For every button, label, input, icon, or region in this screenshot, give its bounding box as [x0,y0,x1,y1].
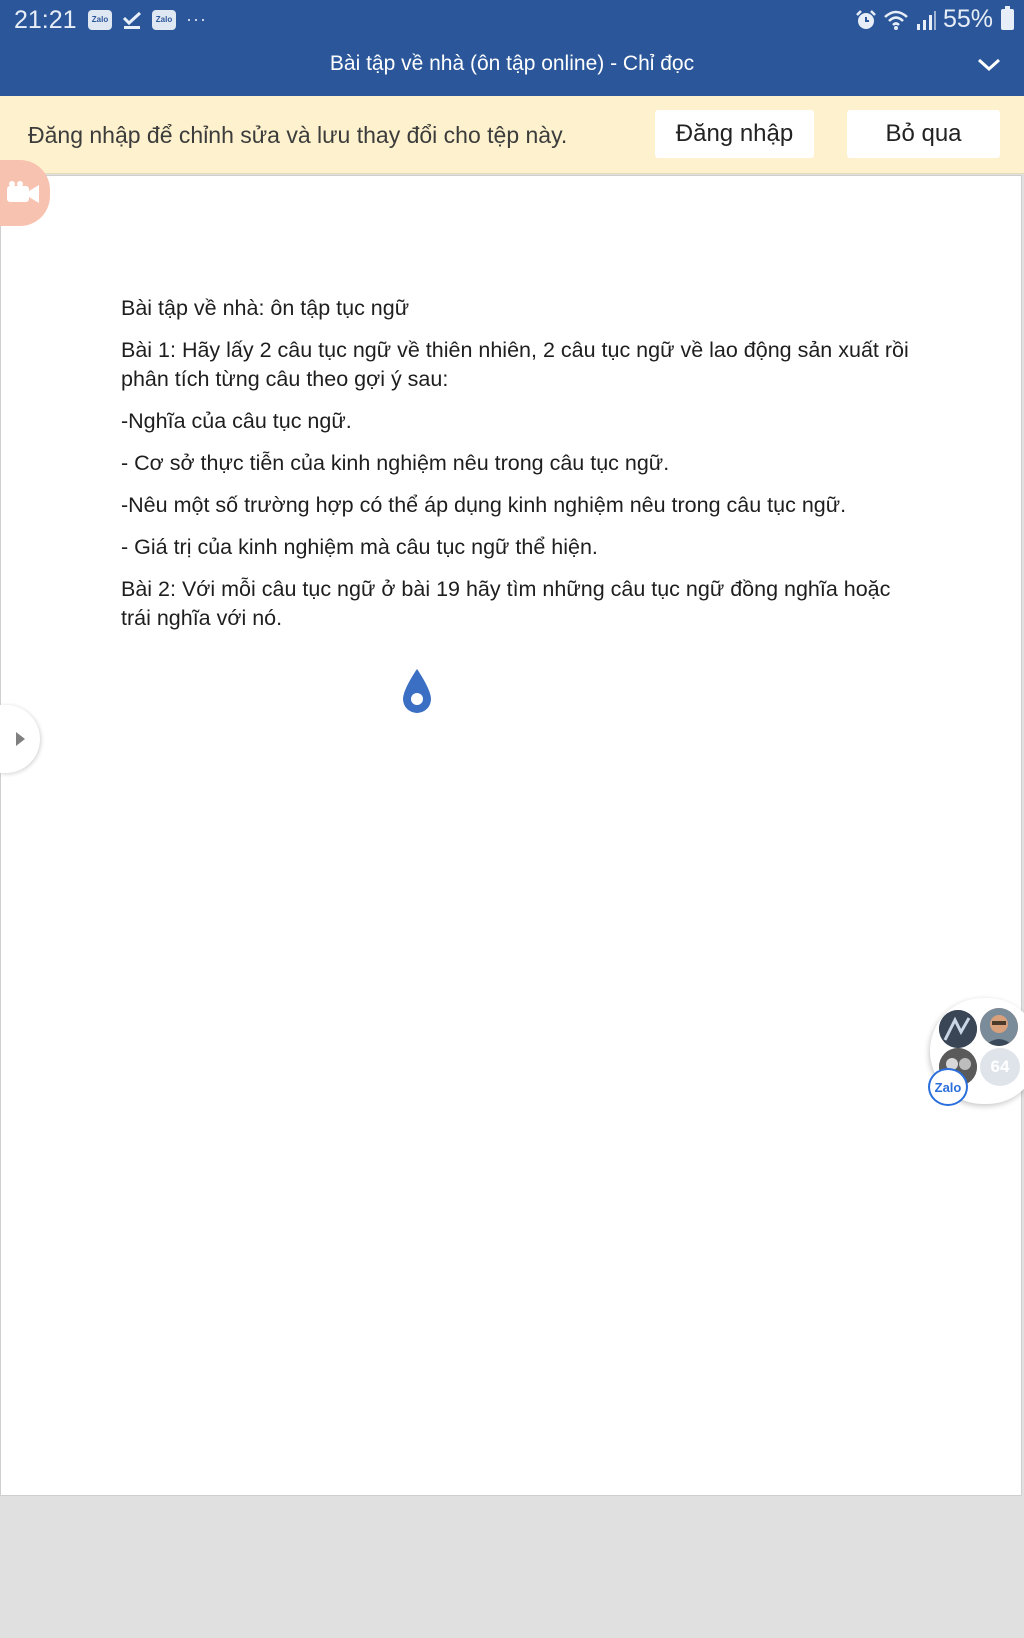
wifi-icon [883,9,909,31]
document-body [121,294,911,646]
status-bar [0,0,1024,42]
chevron-down-icon[interactable] [976,54,1002,76]
zalo-notification-icon: Zalo [88,10,112,30]
skip-button[interactable]: Bỏ qua [847,110,1000,158]
cursor-handle-icon[interactable] [400,667,434,717]
battery-icon [1001,9,1014,30]
system-status [855,5,1014,34]
document-title: Bài tập về nhà (ôn tập online) - Chỉ đọc [329,52,695,75]
unread-count-badge: 64 [980,1048,1020,1086]
document-page[interactable] [0,175,1022,1496]
doc-paragraph: Bài 1: Hãy lấy 2 câu tục ngữ về thiên nhiên, 2 câu tục ngữ về lao động sản xuất rồi phân tích từng câu theo gợi ý sau: [121,338,909,391]
banner-message: Đăng nhập để chỉnh sửa và lưu thay đổi cho tệp này. [28,122,568,148]
app-header [0,0,1024,96]
doc-paragraph: - Giá trị của kinh nghiệm mà câu tục ngữ thể hiện. [121,535,598,559]
doc-paragraph: - Cơ sở thực tiễn của kinh nghiệm nêu trong câu tục ngữ. [121,451,670,475]
notification-icons [88,9,207,30]
status-time: 21:21 [14,6,77,34]
signal-icon [915,9,937,31]
alarm-icon [855,9,877,31]
more-notifications-icon: ··· [186,9,207,29]
avatar [980,1008,1018,1046]
avatar [939,1010,977,1048]
zalo-notification-icon: Zalo [152,10,176,30]
doc-paragraph: Bài 2: Với mỗi câu tục ngữ ở bài 19 hãy tìm những câu tục ngữ đồng nghĩa hoặc trái nghĩa với nó. [121,577,891,630]
video-camera-icon [5,180,41,206]
signin-banner [0,96,1024,174]
doc-paragraph: -Nêu một số trường hợp có thể áp dụng kinh nghiệm nêu trong câu tục ngữ. [121,493,847,517]
chevron-right-icon [13,730,27,748]
doc-paragraph: -Nghĩa của câu tục ngữ. [121,409,352,433]
check-download-icon [122,10,142,30]
doc-heading: Bài tập về nhà: ôn tập tục ngữ [121,296,410,320]
zalo-app-badge: Zalo [928,1068,968,1106]
chat-heads-bubble[interactable] [930,998,1024,1104]
battery-percent: 55% [942,5,993,33]
signin-button[interactable]: Đăng nhập [655,110,814,158]
